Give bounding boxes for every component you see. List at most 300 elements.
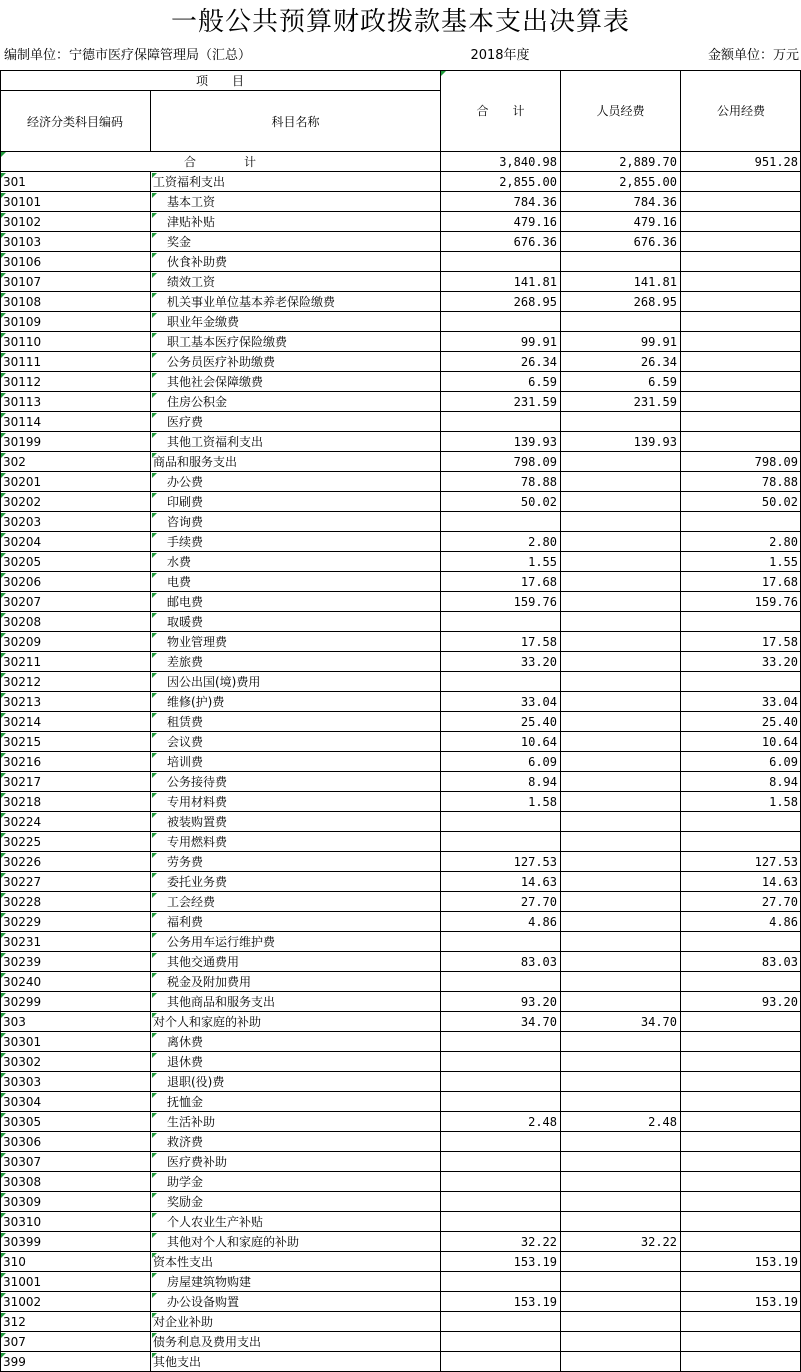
row-public	[681, 332, 801, 352]
cell-flag-name	[152, 913, 157, 918]
row-name: 物业管理费	[167, 635, 228, 649]
cell-flag-name	[152, 1133, 157, 1138]
cell-flag-code	[1, 433, 6, 438]
cell-flag-code	[1, 313, 6, 318]
row-total: 479.16	[513, 215, 557, 229]
row-name: 工会经费	[167, 895, 216, 909]
cell-flag-code	[1, 533, 6, 538]
row-public	[681, 172, 801, 192]
header-name: 科目名称	[271, 114, 320, 129]
row-code: 30228	[3, 895, 42, 909]
cell-flag-code	[1, 393, 6, 398]
row-total	[441, 612, 560, 632]
row-public: 6.09	[769, 755, 798, 769]
row-name: 对个人和家庭的补助	[153, 1015, 262, 1029]
row-personnel	[561, 772, 680, 792]
cell-flag-name	[152, 433, 157, 438]
cell-flag-name	[152, 1193, 157, 1198]
row-total	[441, 832, 560, 852]
cell-flag-name	[152, 533, 157, 538]
row-public	[681, 312, 801, 332]
row-personnel: 34.70	[640, 1015, 677, 1029]
row-personnel: 2,855.00	[619, 175, 677, 189]
row-total	[441, 1132, 560, 1152]
cell-flag-name	[152, 493, 157, 498]
cell-flag-name	[152, 953, 157, 958]
row-total	[441, 312, 560, 332]
row-name: 奖金	[167, 235, 192, 249]
row-personnel	[561, 1252, 680, 1272]
cell-flag-code	[1, 953, 6, 958]
cell-flag-code	[1, 1113, 6, 1118]
row-personnel	[561, 812, 680, 832]
row-name: 租赁费	[167, 715, 204, 729]
row-personnel	[561, 552, 680, 572]
cell-flag-name	[152, 1273, 157, 1278]
row-personnel	[561, 672, 680, 692]
row-name: 其他支出	[153, 1355, 202, 1369]
row-public	[681, 1072, 801, 1092]
row-personnel	[561, 412, 680, 432]
row-public: 2.80	[769, 535, 798, 549]
row-personnel: 139.93	[633, 435, 677, 449]
row-total: 6.09	[528, 755, 557, 769]
row-total: 17.58	[520, 635, 557, 649]
row-code: 30229	[3, 915, 42, 929]
row-name: 会议费	[167, 735, 204, 749]
row-name: 税金及附加费用	[167, 975, 252, 989]
row-name: 抚恤金	[167, 1095, 204, 1109]
row-code: 30213	[3, 695, 42, 709]
row-personnel	[561, 1192, 680, 1212]
row-personnel	[561, 1312, 680, 1332]
row-personnel: 784.36	[633, 195, 677, 209]
row-public	[681, 672, 801, 692]
row-personnel	[561, 1292, 680, 1312]
cell-flag-code	[1, 853, 6, 858]
row-name: 其他交通费用	[167, 955, 240, 969]
row-public	[681, 1032, 801, 1052]
row-personnel	[561, 832, 680, 852]
row-personnel: 141.81	[633, 275, 677, 289]
row-total: 8.94	[528, 775, 557, 789]
row-code: 30307	[3, 1155, 42, 1169]
row-total: 153.19	[513, 1295, 557, 1309]
row-total: 231.59	[513, 395, 557, 409]
row-public	[681, 232, 801, 252]
row-code: 30110	[3, 335, 42, 349]
row-personnel	[561, 1352, 680, 1372]
row-public	[681, 1232, 801, 1252]
cell-flag-code	[1, 233, 6, 238]
row-personnel	[561, 1332, 680, 1352]
row-public: 33.04	[761, 695, 798, 709]
row-name: 福利费	[167, 915, 204, 929]
row-total: 17.68	[520, 575, 557, 589]
row-public: 1.55	[769, 555, 798, 569]
row-name: 公务接待费	[167, 775, 228, 789]
compiling-unit: 编制单位：宁德市医疗保障管理局（汇总）	[4, 48, 252, 63]
row-code: 302	[3, 455, 26, 469]
row-personnel	[561, 252, 680, 272]
row-code: 30224	[3, 815, 42, 829]
row-public	[681, 272, 801, 292]
row-name: 办公费	[167, 475, 204, 489]
row-code: 30399	[3, 1235, 42, 1249]
row-personnel	[561, 752, 680, 772]
row-code: 30205	[3, 555, 42, 569]
row-total	[441, 1052, 560, 1072]
cell-flag-name	[152, 193, 157, 198]
cell-flag-name	[152, 1113, 157, 1118]
row-total: 14.63	[520, 875, 557, 889]
cell-flag-code	[1, 413, 6, 418]
cell-flag-code	[1, 1273, 6, 1278]
row-total: 141.81	[513, 275, 557, 289]
row-code: 30113	[3, 395, 42, 409]
amount-unit: 金额单位：万元	[707, 48, 799, 63]
cell-flag-name	[152, 1213, 157, 1218]
cell-flag-code	[1, 873, 6, 878]
row-total: 33.04	[520, 695, 557, 709]
cell-flag-name	[152, 253, 157, 258]
row-name: 劳务费	[167, 855, 204, 869]
cell-flag-name	[152, 393, 157, 398]
row-name: 退休费	[167, 1055, 204, 1069]
cell-flag-name	[152, 373, 157, 378]
row-name: 奖励金	[167, 1195, 204, 1209]
row-name: 被装购置费	[167, 815, 228, 829]
row-personnel: 231.59	[633, 395, 677, 409]
row-name: 对企业补助	[153, 1315, 214, 1329]
cell-flag-code	[1, 1333, 6, 1338]
row-public	[681, 612, 801, 632]
row-public: 153.19	[754, 1255, 798, 1269]
cell-flag-code	[1, 553, 6, 558]
row-public	[681, 1212, 801, 1232]
row-public	[681, 1152, 801, 1172]
row-total	[441, 1332, 560, 1352]
cell-flag-name	[152, 1253, 157, 1258]
row-name: 住房公积金	[167, 395, 228, 409]
cell-flag-name	[152, 1013, 157, 1018]
row-personnel	[561, 952, 680, 972]
row-code: 30112	[3, 375, 42, 389]
header-public: 公用经费	[716, 104, 765, 118]
row-total: 2.80	[528, 535, 557, 549]
cell-flag-code	[1, 1233, 6, 1238]
cell-flag-code	[1, 673, 6, 678]
row-public	[681, 432, 801, 452]
cell-flag-code	[1, 293, 6, 298]
row-code: 30308	[3, 1175, 42, 1189]
grid-line-header-mid	[0, 90, 440, 91]
row-public: 93.20	[761, 995, 798, 1009]
row-total: 676.36	[513, 235, 557, 249]
cell-flag-code	[1, 353, 6, 358]
row-name: 办公设备购置	[167, 1295, 240, 1309]
cell-flag-code	[1, 1073, 6, 1078]
row-code: 30102	[3, 215, 42, 229]
cell-flag-name	[152, 1033, 157, 1038]
row-personnel	[561, 732, 680, 752]
summary-label: 合 计	[183, 155, 256, 169]
row-name: 债务利息及费用支出	[153, 1335, 262, 1349]
row-name: 咨询费	[167, 515, 204, 529]
row-personnel: 99.91	[640, 335, 677, 349]
row-code: 30207	[3, 595, 42, 609]
row-code: 30216	[3, 755, 42, 769]
row-total: 784.36	[513, 195, 557, 209]
budget-table	[0, 70, 801, 1372]
cell-flag-name	[152, 793, 157, 798]
header-code: 经济分类科目编码	[26, 114, 123, 129]
cell-flag-code	[1, 493, 6, 498]
row-code: 30106	[3, 255, 42, 269]
row-public: 50.02	[761, 495, 798, 509]
row-total: 153.19	[513, 1255, 557, 1269]
row-public	[681, 372, 801, 392]
row-public	[681, 1092, 801, 1112]
row-code: 30305	[3, 1115, 42, 1129]
row-personnel	[561, 1132, 680, 1152]
cell-flag-name	[152, 873, 157, 878]
row-personnel	[561, 692, 680, 712]
row-public: 14.63	[761, 875, 798, 889]
header-item: 项 目	[195, 73, 244, 88]
cell-flag-name	[152, 1293, 157, 1298]
row-total	[441, 1032, 560, 1052]
row-public: 1.58	[769, 795, 798, 809]
cell-flag-code	[1, 1053, 6, 1058]
cell-flag-code	[1, 173, 6, 178]
cell-flag-name	[152, 973, 157, 978]
row-code: 30101	[3, 195, 42, 209]
row-name: 个人农业生产补贴	[167, 1215, 264, 1229]
row-personnel	[561, 972, 680, 992]
row-name: 手续费	[167, 535, 204, 549]
row-code: 30109	[3, 315, 42, 329]
row-public	[681, 1012, 801, 1032]
row-code: 301	[3, 175, 26, 189]
cell-flag-code	[1, 1173, 6, 1178]
row-code: 30199	[3, 435, 42, 449]
row-total: 1.55	[528, 555, 557, 569]
cell-flag-code	[1, 833, 6, 838]
grid-line-col	[150, 171, 151, 1372]
row-code: 30231	[3, 935, 42, 949]
cell-flag-name	[152, 713, 157, 718]
row-code: 30218	[3, 795, 42, 809]
cell-flag-name	[152, 733, 157, 738]
cell-flag-code	[1, 793, 6, 798]
row-total	[441, 1212, 560, 1232]
row-name: 医疗费补助	[167, 1155, 228, 1169]
row-name: 其他对个人和家庭的补助	[167, 1235, 300, 1249]
cell-flag-code	[1, 893, 6, 898]
row-personnel	[561, 1272, 680, 1292]
row-code: 30215	[3, 735, 42, 749]
row-total	[441, 1152, 560, 1172]
row-personnel	[561, 1172, 680, 1192]
cell-flag-name	[152, 573, 157, 578]
row-code: 30225	[3, 835, 42, 849]
cell-flag-code	[1, 1093, 6, 1098]
cell-flag-name	[152, 993, 157, 998]
row-code: 310	[3, 1255, 26, 1269]
cell-flag-name	[152, 513, 157, 518]
row-code: 307	[3, 1335, 26, 1349]
row-public	[681, 1052, 801, 1072]
row-personnel	[561, 1212, 680, 1232]
cell-flag-name	[152, 593, 157, 598]
row-name: 资本性支出	[153, 1255, 214, 1269]
cell-flag-name	[152, 933, 157, 938]
row-public	[681, 1332, 801, 1352]
cell-flag-name	[152, 653, 157, 658]
row-name: 委托业务费	[167, 875, 228, 889]
row-total	[441, 1172, 560, 1192]
row-personnel	[561, 892, 680, 912]
cell-flag-name	[152, 853, 157, 858]
row-personnel: 479.16	[633, 215, 677, 229]
row-total: 78.88	[520, 475, 557, 489]
cell-flag-code	[1, 273, 6, 278]
row-personnel	[561, 572, 680, 592]
row-code: 30240	[3, 975, 42, 989]
cell-flag-name	[152, 293, 157, 298]
cell-flag-code	[1, 1353, 6, 1358]
row-code: 399	[3, 1355, 26, 1369]
row-public	[681, 192, 801, 212]
row-name: 机关事业单位基本养老保险缴费	[167, 295, 336, 309]
cell-flag-code	[1, 693, 6, 698]
row-personnel	[561, 632, 680, 652]
row-total: 34.70	[520, 1015, 557, 1029]
row-code: 30208	[3, 615, 42, 629]
row-total: 2.48	[528, 1115, 557, 1129]
row-public	[681, 1192, 801, 1212]
cell-flag-code	[1, 993, 6, 998]
cell-flag-name	[152, 773, 157, 778]
row-name: 医疗费	[167, 415, 204, 429]
row-public: 83.03	[761, 955, 798, 969]
row-total: 93.20	[520, 995, 557, 1009]
cell-flag-code	[1, 1313, 6, 1318]
row-public	[681, 972, 801, 992]
row-personnel	[561, 1092, 680, 1112]
row-name: 商品和服务支出	[153, 455, 238, 469]
row-personnel	[561, 512, 680, 532]
row-code: 30310	[3, 1215, 42, 1229]
cell-flag-name	[152, 213, 157, 218]
row-code: 30226	[3, 855, 42, 869]
row-name: 公务用车运行维护费	[167, 935, 276, 949]
row-total: 83.03	[520, 955, 557, 969]
cell-flag-name	[152, 893, 157, 898]
grid-line-col	[560, 70, 561, 1372]
row-code: 30211	[3, 655, 42, 669]
row-total	[441, 412, 560, 432]
row-code: 30111	[3, 355, 42, 369]
cell-flag-name	[152, 233, 157, 238]
row-total	[441, 932, 560, 952]
cell-flag-code	[1, 733, 6, 738]
cell-flag-name	[152, 173, 157, 178]
row-name: 绩效工资	[167, 275, 216, 289]
cell-flag-code	[1, 973, 6, 978]
row-personnel	[561, 472, 680, 492]
cell-flag-name	[152, 333, 157, 338]
row-code: 30299	[3, 995, 42, 1009]
row-personnel	[561, 492, 680, 512]
row-personnel	[561, 312, 680, 332]
row-public: 10.64	[761, 735, 798, 749]
row-public: 159.76	[754, 595, 798, 609]
row-name: 电费	[167, 575, 192, 589]
row-public: 17.68	[761, 575, 798, 589]
row-name: 职工基本医疗保险缴费	[167, 335, 288, 349]
row-code: 303	[3, 1015, 26, 1029]
row-public	[681, 252, 801, 272]
row-name: 其他社会保障缴费	[167, 375, 264, 389]
row-name: 培训费	[167, 755, 204, 769]
row-name: 其他商品和服务支出	[167, 995, 276, 1009]
cell-flag-code	[1, 333, 6, 338]
row-personnel	[561, 532, 680, 552]
row-public	[681, 832, 801, 852]
row-personnel	[561, 592, 680, 612]
row-code: 30227	[3, 875, 42, 889]
summary-total: 3,840.98	[499, 155, 557, 169]
cell-flag-code	[1, 513, 6, 518]
grid-line-left	[0, 70, 1, 1372]
cell-flag-code	[1, 573, 6, 578]
row-total: 268.95	[513, 295, 557, 309]
row-total: 159.76	[513, 595, 557, 609]
row-name: 专用材料费	[167, 795, 228, 809]
row-personnel	[561, 612, 680, 632]
cell-flag-name	[152, 1153, 157, 1158]
row-personnel	[561, 872, 680, 892]
fiscal-year: 2018年度	[470, 48, 530, 63]
row-total: 798.09	[513, 455, 557, 469]
row-name: 差旅费	[167, 655, 204, 669]
cell-flag-code	[1, 473, 6, 478]
cell-flag-name	[152, 753, 157, 758]
grid-line-col	[440, 70, 441, 1372]
row-code: 30206	[3, 575, 42, 589]
row-total	[441, 1352, 560, 1372]
row-name: 生活补助	[167, 1115, 216, 1129]
row-personnel	[561, 932, 680, 952]
cell-flag-code	[1, 1253, 6, 1258]
row-code: 31001	[3, 1275, 42, 1289]
row-code: 30202	[3, 495, 42, 509]
cell-flag-name	[152, 1353, 157, 1358]
row-public	[681, 352, 801, 372]
cell-flag-name	[152, 693, 157, 698]
row-total	[441, 1192, 560, 1212]
cell-flag-name	[152, 613, 157, 618]
row-public	[681, 1172, 801, 1192]
cell-flag-code	[1, 1133, 6, 1138]
row-personnel: 26.34	[640, 355, 677, 369]
cell-flag-code	[1, 1033, 6, 1038]
cell-flag-name	[152, 1173, 157, 1178]
cell-flag-name	[152, 1333, 157, 1338]
row-total	[441, 1272, 560, 1292]
